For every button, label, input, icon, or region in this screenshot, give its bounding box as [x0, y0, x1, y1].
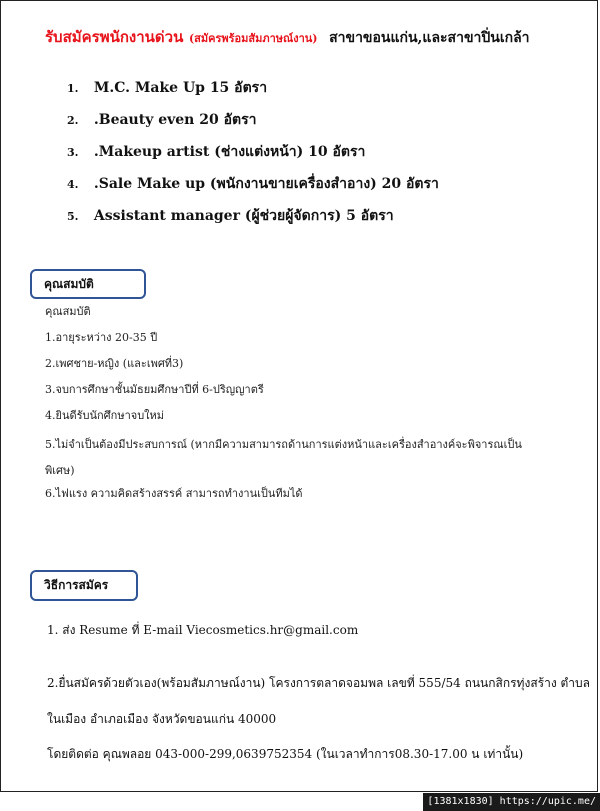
qualification-item: 6.ไฟแรง ความคิดสร้างสรรค์ สามารถทำงานเป็นทีมได้ [45, 487, 303, 500]
qualifications-heading: คุณสมบัติ [45, 305, 91, 318]
image-host-watermark: [1381x1830] https://upic.me/ [423, 793, 600, 811]
urgent-hiring-title: รับสมัครพนักงานด่วน [45, 28, 184, 46]
page-title [45, 25, 530, 49]
job-number: 1. [67, 82, 79, 95]
apply-in-person: 2.ยื่นสมัครด้วยตัวเอง(พร้อมสัมภาษณ์งาน) โครงการตลาดจอมพล เลขที่ 555/54 ถนนกสิกรทุ่งสร้าง ตำบลในเมือง อำเภอเมือง จังหวัดขอนแก่น 40000 [47, 676, 590, 726]
job-title: .Beauty even 20 อัตรา [93, 112, 257, 128]
qualification-item: 3.จบการศึกษาชั้นมัธยมศึกษาปีที่ 6-ปริญญาตรี [45, 383, 264, 396]
job-number: 4. [67, 178, 79, 191]
job-title: .Sale Make up (พนักงานขายเครื่องสำอาง) 20 อัตรา [93, 176, 439, 192]
contact-info: โดยติดต่อ คุณพลอย 043-000-299,0639752354 (ในเวลาทำการ08.30-17.00 น เท่านั้น) [47, 747, 524, 761]
branch-names: สาขาขอนแก่น,และสาขาปิ่นเกล้า [329, 30, 530, 46]
how-to-apply-section-tab: วิธีการสมัคร [30, 570, 138, 601]
job-title: M.C. Make Up 15 อัตรา [93, 80, 268, 96]
qualification-item: 1.อายุระหว่าง 20-35 ปี [45, 331, 158, 344]
job-item [67, 173, 439, 205]
qualification-item: 2.เพศชาย-หญิง (และเพศที่3) [45, 357, 184, 370]
job-title: Assistant manager (ผู้ช่วยผู้จัดการ) 5 อัตรา [93, 208, 394, 224]
interview-note: (สมัครพร้อมสัมภาษณ์งาน) [188, 32, 318, 45]
qualification-item: 4.ยินดีรับนักศึกษาจบใหม่ [45, 409, 165, 422]
job-number: 3. [67, 146, 79, 159]
qualifications-list [45, 302, 535, 510]
job-item [67, 205, 439, 237]
qualification-item: 5.ไม่จำเป็นต้องมีประสบการณ์ (หากมีความสามารถด้านการแต่งหน้าและเครื่องสำอางค์จะพิจารณเป็นพิเศษ) [45, 438, 522, 477]
job-number: 5. [67, 210, 79, 223]
job-title: .Makeup artist (ช่างแต่งหน้า) 10 อัตรา [93, 144, 366, 160]
job-position-list [67, 77, 439, 237]
job-item [67, 77, 439, 109]
job-item [67, 109, 439, 141]
job-item [67, 141, 439, 173]
apply-by-email: 1. ส่ง Resume ที่ E-mail Viecosmetics.hr@gmail.com [47, 623, 359, 637]
job-number: 2. [67, 114, 79, 127]
qualifications-section-tab: คุณสมบัติ [30, 269, 146, 299]
